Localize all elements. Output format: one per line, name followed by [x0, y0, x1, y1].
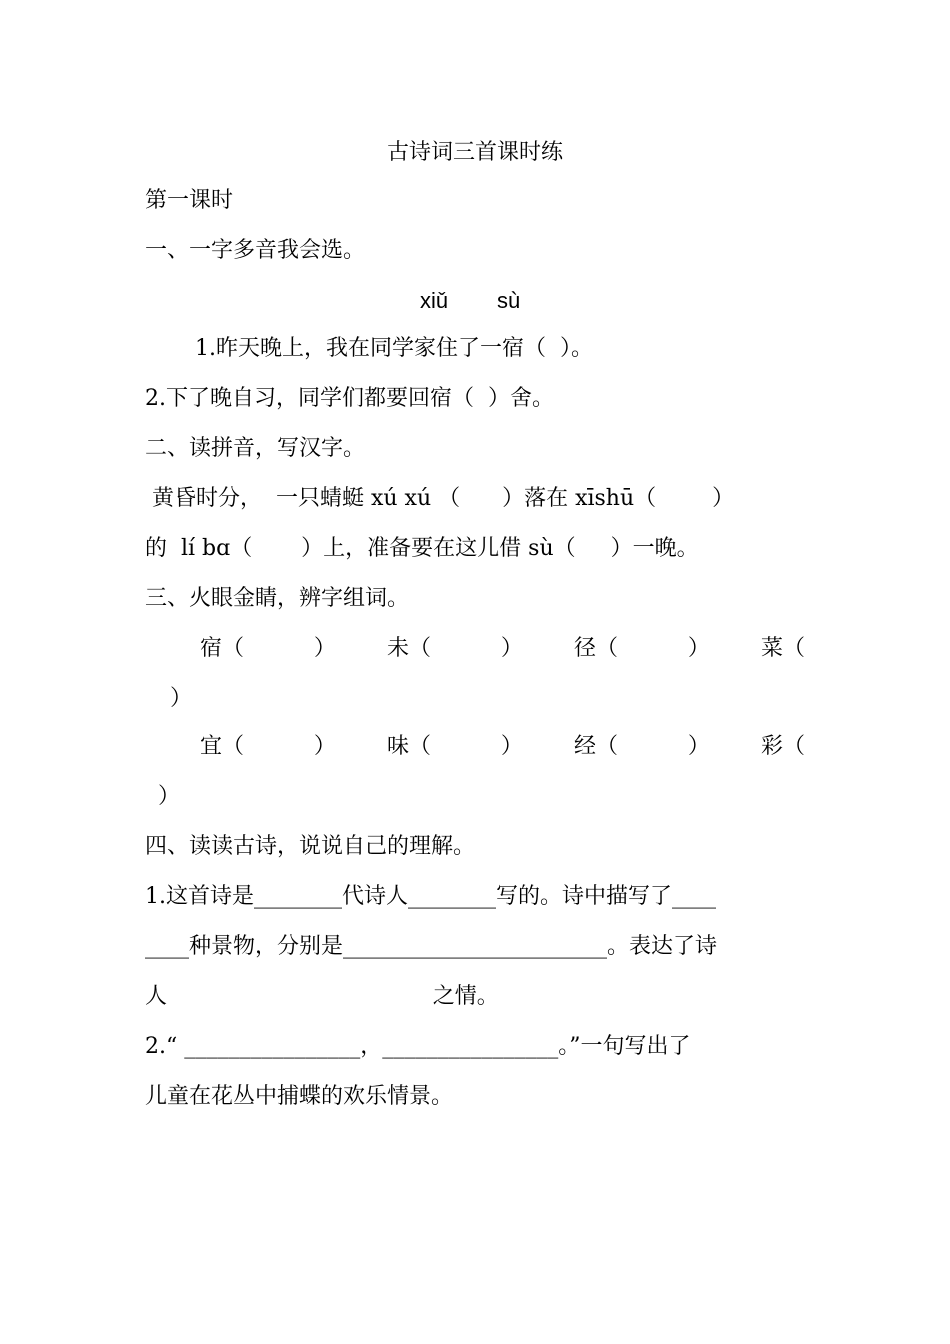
lesson-label: 第一课时: [145, 188, 234, 213]
section2-line-1: 黄昏时分， 一只蜻蜓 xú xú （ ）落在 xīshū（ ）: [145, 486, 735, 511]
section2-heading: 二、读拼音，写汉字。: [145, 436, 366, 461]
section4-question-1-line-2: ____种景物，分别是________________________。表达了诗: [145, 934, 718, 959]
section4-question-2-line-1: 2.“ ________________，________________。”一句写出了: [145, 1034, 691, 1059]
page-title: 古诗词三首课时练: [386, 140, 563, 165]
word-group-item: 宿（ ）: [200, 636, 336, 661]
word-group-item: 经（ ）: [573, 734, 710, 759]
word-group-item: 未（ ）: [386, 636, 523, 661]
section1-heading: 一、一字多音我会选。: [145, 238, 366, 263]
section3-row-1-wrap: ）: [170, 686, 193, 711]
section3-row-2-wrap: ）: [158, 784, 181, 809]
section3-row-1: [200, 634, 805, 664]
section4-question-1-line-3: 人 之情。: [145, 984, 499, 1009]
word-group-item: 宜（ ）: [200, 734, 336, 759]
word-group-item: 菜（: [760, 636, 805, 661]
word-group-item: 味（ ）: [386, 734, 523, 759]
word-group-item: 彩（: [760, 734, 805, 759]
section2-line-2: 的 lí bɑ（ ）上，准备要在这儿借 sù（ ）一晚。: [145, 536, 699, 561]
section1-question-1: 1.昨天晚上，我在同学家住了一宿（ ）。: [195, 336, 593, 361]
section3-heading: 三、火眼金睛，辨字组词。: [145, 586, 410, 611]
section3-row-2: [200, 732, 805, 762]
pinyin-options: xiǔ sù: [420, 288, 521, 313]
section4-question-2-line-2: 儿童在花丛中捕蝶的欢乐情景。: [145, 1084, 454, 1109]
section1-question-2: 2.下了晚自习，同学们都要回宿（ ）舍。: [145, 386, 554, 411]
section4-question-1-line-1: 1.这首诗是________代诗人________写的。诗中描写了____: [145, 884, 716, 909]
word-group-item: 径（ ）: [573, 636, 710, 661]
section4-heading: 四、读读古诗，说说自己的理解。: [145, 834, 476, 859]
